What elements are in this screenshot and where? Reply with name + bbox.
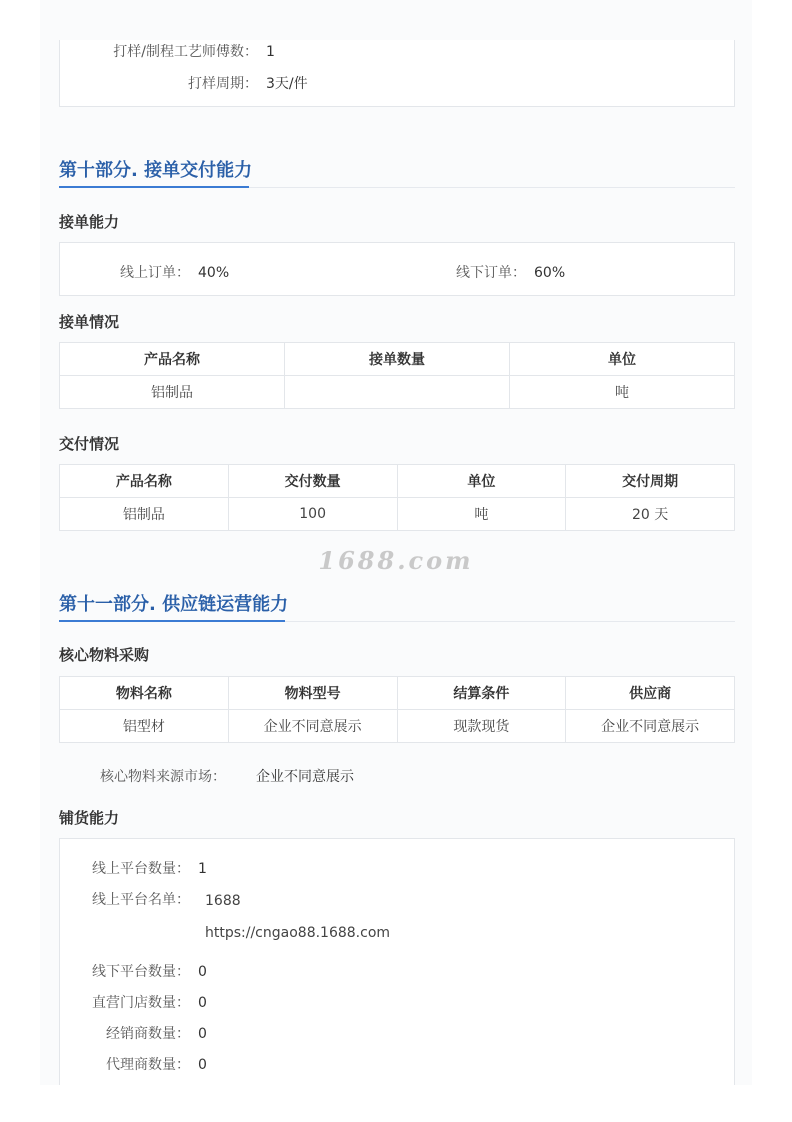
table-cell: 企业不同意展示 bbox=[228, 710, 397, 743]
table-cell: 铝制品 bbox=[60, 376, 285, 409]
offline-count-row bbox=[80, 961, 207, 981]
dealer-label: 经销商数量： bbox=[106, 1026, 190, 1042]
dealer-value: 0 bbox=[198, 1026, 207, 1042]
source-market-row bbox=[100, 766, 354, 786]
online-count-value: 1 bbox=[198, 861, 207, 877]
online-names-label: 线上平台名单： bbox=[92, 892, 190, 908]
table-cell: 铝制品 bbox=[60, 498, 229, 531]
order-capacity-title: 接单能力 bbox=[59, 213, 120, 231]
table-header-cell: 供应商 bbox=[566, 677, 735, 710]
sampling-cycle-value: 3天/件 bbox=[266, 76, 308, 92]
table-cell: 100 bbox=[228, 498, 397, 531]
agent-label: 代理商数量： bbox=[106, 1057, 190, 1073]
source-market-value: 企业不同意展示 bbox=[256, 769, 354, 785]
core-materials-title: 核心物料采购 bbox=[59, 646, 150, 664]
table-header-cell: 交付周期 bbox=[566, 465, 735, 498]
online-platform-url[interactable]: https://cngao88.1688.com bbox=[205, 925, 391, 941]
offline-order-label: 线下订单： bbox=[456, 265, 526, 281]
table-cell: 企业不同意展示 bbox=[566, 710, 735, 743]
table-cell: 现款现货 bbox=[397, 710, 566, 743]
offline-order-row bbox=[456, 262, 565, 282]
core-materials-table bbox=[59, 676, 735, 743]
direct-store-row bbox=[80, 992, 207, 1012]
table-header-cell: 物料名称 bbox=[60, 677, 229, 710]
watermark-logo: 1688.com bbox=[318, 546, 474, 575]
table-header-cell: 物料型号 bbox=[228, 677, 397, 710]
section10-underline bbox=[59, 186, 249, 188]
direct-store-value: 0 bbox=[198, 995, 207, 1011]
offline-order-value: 60% bbox=[534, 265, 566, 281]
table-header-row bbox=[60, 677, 735, 710]
online-order-value: 40% bbox=[198, 265, 230, 281]
sampling-craftsmen-row bbox=[100, 41, 275, 61]
table-cell: 吨 bbox=[510, 376, 735, 409]
table-cell: 铝型材 bbox=[60, 710, 229, 743]
table-row bbox=[60, 498, 735, 531]
section11-title: 第十一部分. 供应链运营能力 bbox=[59, 594, 289, 615]
distribution-title: 铺货能力 bbox=[59, 809, 120, 827]
table-header-cell: 产品名称 bbox=[60, 343, 285, 376]
table-header-cell: 结算条件 bbox=[397, 677, 566, 710]
table-header-cell: 接单数量 bbox=[285, 343, 510, 376]
sampling-cycle-label: 打样周期： bbox=[188, 76, 258, 92]
table-cell: 吨 bbox=[397, 498, 566, 531]
agent-value: 0 bbox=[198, 1057, 207, 1073]
delivery-status-title: 交付情况 bbox=[59, 435, 120, 453]
direct-store-label: 直营门店数量： bbox=[92, 995, 190, 1011]
offline-count-label: 线下平台数量： bbox=[92, 964, 190, 980]
delivery-status-table bbox=[59, 464, 735, 531]
table-row bbox=[60, 710, 735, 743]
order-status-table bbox=[59, 342, 735, 409]
table-header-cell: 交付数量 bbox=[228, 465, 397, 498]
table-header-row bbox=[60, 465, 735, 498]
table-cell: 20 天 bbox=[566, 498, 735, 531]
online-count-row bbox=[80, 858, 207, 878]
sampling-craftsmen-label: 打样/制程工艺师傅数： bbox=[113, 44, 258, 60]
online-platform-name: 1688 bbox=[205, 893, 241, 909]
table-cell bbox=[285, 376, 510, 409]
dealer-row bbox=[80, 1023, 207, 1043]
online-order-label: 线上订单： bbox=[120, 265, 190, 281]
table-header-cell: 产品名称 bbox=[60, 465, 229, 498]
table-header-cell: 单位 bbox=[397, 465, 566, 498]
table-header-cell: 单位 bbox=[510, 343, 735, 376]
agent-row bbox=[80, 1054, 207, 1074]
order-status-title: 接单情况 bbox=[59, 313, 120, 331]
online-order-row bbox=[120, 262, 229, 282]
section10-title: 第十部分. 接单交付能力 bbox=[59, 160, 253, 181]
source-market-label: 核心物料来源市场： bbox=[100, 769, 226, 785]
table-row bbox=[60, 376, 735, 409]
online-count-label: 线上平台数量： bbox=[92, 861, 190, 877]
offline-count-value: 0 bbox=[198, 964, 207, 980]
table-header-row bbox=[60, 343, 735, 376]
sampling-craftsmen-value: 1 bbox=[266, 44, 275, 60]
sampling-cycle-row bbox=[100, 73, 308, 93]
section11-underline bbox=[59, 620, 285, 622]
online-names-row bbox=[80, 889, 190, 909]
